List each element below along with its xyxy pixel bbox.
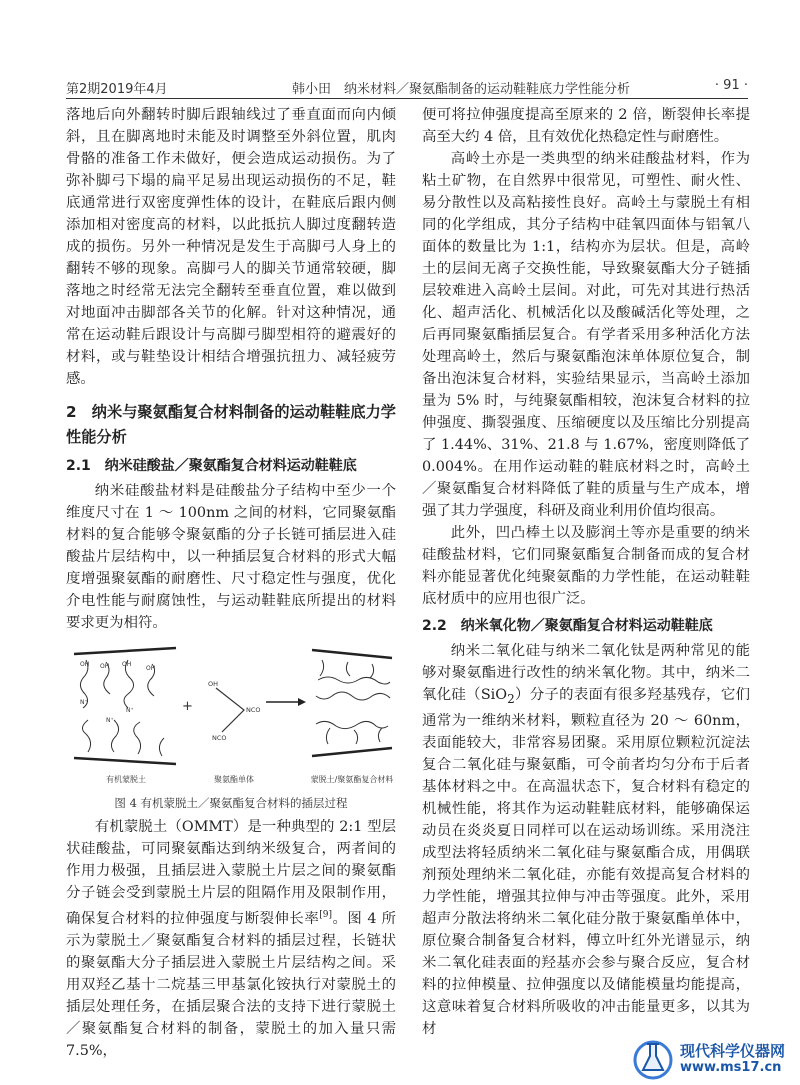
paragraph (66, 816, 396, 1062)
clay-layer (74, 758, 176, 764)
paragraph: 落地后向外翻转时脚后跟轴线过了垂直面而向内倾斜，且在脚离地时未能及时调整至外斜位置，肌肉骨骼的准备工作未做好，便会造成运动损伤。为了弥补脚弓下塌的扁平足易出现运动损伤的不足，鞋底通常进行双密度弹性体的设计，在鞋底后跟内侧添加相对密度高的材料，以此抵抗人脚过度翻转造成的损伤。另外一种情况是发生于高脚弓人身上的翻转不够的现象。高脚弓人的脚关节通常较硬，脚落地之时经常无法完全翻转至垂直位置，难以做到对地面冲击脚部各关节的化解。针对这种情况，通常在运动鞋后跟设计与高脚弓脚型相符的避震好的材料，或与鞋垫设计相结合增强抗扭力、减轻疲劳感。 (66, 107, 396, 387)
paragraph: 此外，凹凸棒土以及膨润土等亦是重要的纳米硅酸盐材料，它们同聚氨酯复合制备而成的复合材料亦能显著优化纯聚氨酯的力学性能，在运动鞋鞋底材质中的应用也很广泛。 (422, 525, 750, 607)
n-label: N⁺ (126, 707, 134, 714)
left-column (66, 104, 396, 1062)
subsection-heading: 2.2 纳米氧化物／聚氨酯复合材料运动鞋鞋底 (422, 618, 713, 634)
text-run: 。图 4 所示为蒙脱土／聚氨酯复合材料的插层过程，长链状的聚氨酯大分子插层进入蒙脱土片层结构之间。采用双羟乙基十二烷基三甲基氯化铵执行对蒙脱土的插层处理任务，在插层聚合法的支持下进行蒙脱土／聚氨酯复合材料的制备，蒙脱土的加入量只需 7.5%， (66, 910, 396, 1059)
issue-date: 第2期2019年4月 (66, 82, 168, 97)
watermark-url: www.ms17.cn (680, 1060, 782, 1075)
pu-monomer (216, 688, 244, 732)
oh-label: OH (80, 661, 90, 668)
right-column (422, 104, 750, 1040)
paragraph (422, 640, 750, 1040)
site-watermark (630, 1036, 800, 1082)
arrow-head (298, 698, 306, 706)
citation: [9] (319, 910, 332, 920)
n-label: N⁺ (80, 699, 88, 706)
nco-label: NCO (212, 734, 227, 742)
section-heading: 2 纳米与聚氨酯复合材料制备的运动鞋鞋底力学性能分析 (66, 403, 396, 446)
clay-layer (74, 648, 176, 654)
plus-sign: + (182, 699, 193, 714)
text-run: 纳米二氧化硅与纳米二氧化钛是两种常见的能够对聚氨酯进行改性的纳米氧化物。其中，纳米二氧化硅（SiO (422, 643, 750, 703)
intercalated-chains (316, 660, 390, 744)
page-header (66, 78, 748, 100)
text-run: 有机蒙脱土（OMMT）是一种典型的 2:1 型层状硅酸盐，可同聚氨酯达到纳米级复合，两者间的作用力极强，且插层进入蒙脱土片层之间的聚氨酯分子链会受到蒙脱土片层的阻隔作用及限制作用，确保复合材料的拉伸强度与断裂伸长率 (66, 819, 396, 927)
clay-layer (312, 650, 392, 658)
paragraph: 便可将拉伸强度提高至原来的 2 倍，断裂伸长率提高至大约 4 倍，且有效优化热稳定性与耐磨性。 (422, 107, 750, 145)
label-mid: 聚氨酯单体 (214, 775, 254, 784)
running-title: 韩小田 纳米材料／聚氨酯制备的运动鞋鞋底力学性能分析 (292, 82, 631, 97)
oh-label: OH (100, 663, 110, 670)
clay-layer (312, 748, 392, 756)
label-left: 有机蒙脱土 (106, 775, 146, 784)
flask-logo-icon (630, 1036, 676, 1080)
header-rule (66, 98, 748, 99)
subscript: 2 (507, 691, 515, 706)
text-run: ）分子的表面有很多羟基残存，它们通常为一维纳米材料，颗粒直径为 20 ～ 60nm，表面能较大，非常容易团聚。采用原位颗粒沉淀法复合二氧化硅与聚氨酯，可令前者均匀分布于后者基体材料之中。在高温状态下，复合材料有稳定的机械性能，将其作为运动鞋鞋底材料，能够确保运动员在炎炎夏日同样可以在运动场训练。采用浇注成型法将轻质纳米二氧化硅与聚氨酯合成，用偶联剂预处理纳米二氧化硅，亦能有效提高复合材料的力学性能，增强其拉伸与冲击等强度。此外，采用超声分散法将纳米二氧化硅分散于聚氨酯单体中，原位聚合制备复合材料，傅立叶红外光谱显示，纳米二氧化硅表面的羟基亦会参与聚合反应，复合材料的拉伸模量、拉伸强度以及储能模量均能提高，这意味着复合材料所吸收的冲击能量更多，以其为材 (422, 687, 750, 1037)
subsection-heading: 2.1 纳米硅酸盐／聚氨酯复合材料运动鞋鞋底 (66, 458, 357, 474)
intercalation-diagram (66, 640, 396, 790)
oh-label: OH (122, 661, 132, 668)
paragraph: 高岭土亦是一类典型的纳米硅酸盐材料，作为粘土矿物，在自然界中很常见，可塑性、耐火性、易分散性以及高粘接性良好。高岭土与蒙脱土有相同的化学组成，其分子结构中硅氧四面体与铝氧八面体的数量比为 1:1，结构亦为层状。但是，高岭土的层间无离子交换性能，导致聚氨酯大分子链插层较难进入高岭土层间。对此，可先对其进行热活化、超声活化、机械活化以及酸碱活化等处理，之后再同聚氨酯插层复合。有学者采用多种活化方法处理高岭土，然后与聚氨酯泡沫单体原位复合，制备出泡沫复合材料，实验结果显示，当高岭土添加量为 5% 时，与纯聚氨酯相较，泡沫复合材料的拉伸强度、撕裂强度、压缩硬度以及压缩比分别提高了 1.44%、31%、21.8 与 1.67%，密度则降低了 0.004%。在用作运动鞋的鞋底材料之时，高岭土／聚氨酯复合材料降低了鞋的质量与生产成本，增强了其力学强度，科研及商业利用价值均很高。 (422, 151, 750, 519)
paragraph: 纳米硅酸盐材料是硅酸盐分子结构中至少一个维度尺寸在 1 ～ 100nm 之间的材料，它同聚氨酯材料的复合能够令聚氨酯的分子长链可插层进入硅酸盐片层结构中，以一种插层复合材料的形式大幅度增强聚氨酯的耐磨性、尺寸稳定性与强度，优化介电性能与耐腐蚀性，与运动鞋鞋底所提出的材料要求更为相符。 (66, 483, 396, 631)
label-right: 蒙脱土/聚氨酯复合材料 (310, 775, 394, 784)
page-number: · 91 · (714, 78, 748, 93)
figure-4 (66, 640, 396, 790)
n-label: N⁺ (106, 717, 114, 724)
watermark-title: 现代科学仪器网 (680, 1042, 786, 1060)
figure-caption: 图 4 有机蒙脱土／聚氨酯复合材料的插层过程 (114, 796, 348, 810)
nco-label: NCO (246, 706, 261, 714)
alkyl-chains (80, 660, 164, 756)
oh-label: OH (146, 665, 156, 672)
oh-label: OH (208, 680, 219, 688)
